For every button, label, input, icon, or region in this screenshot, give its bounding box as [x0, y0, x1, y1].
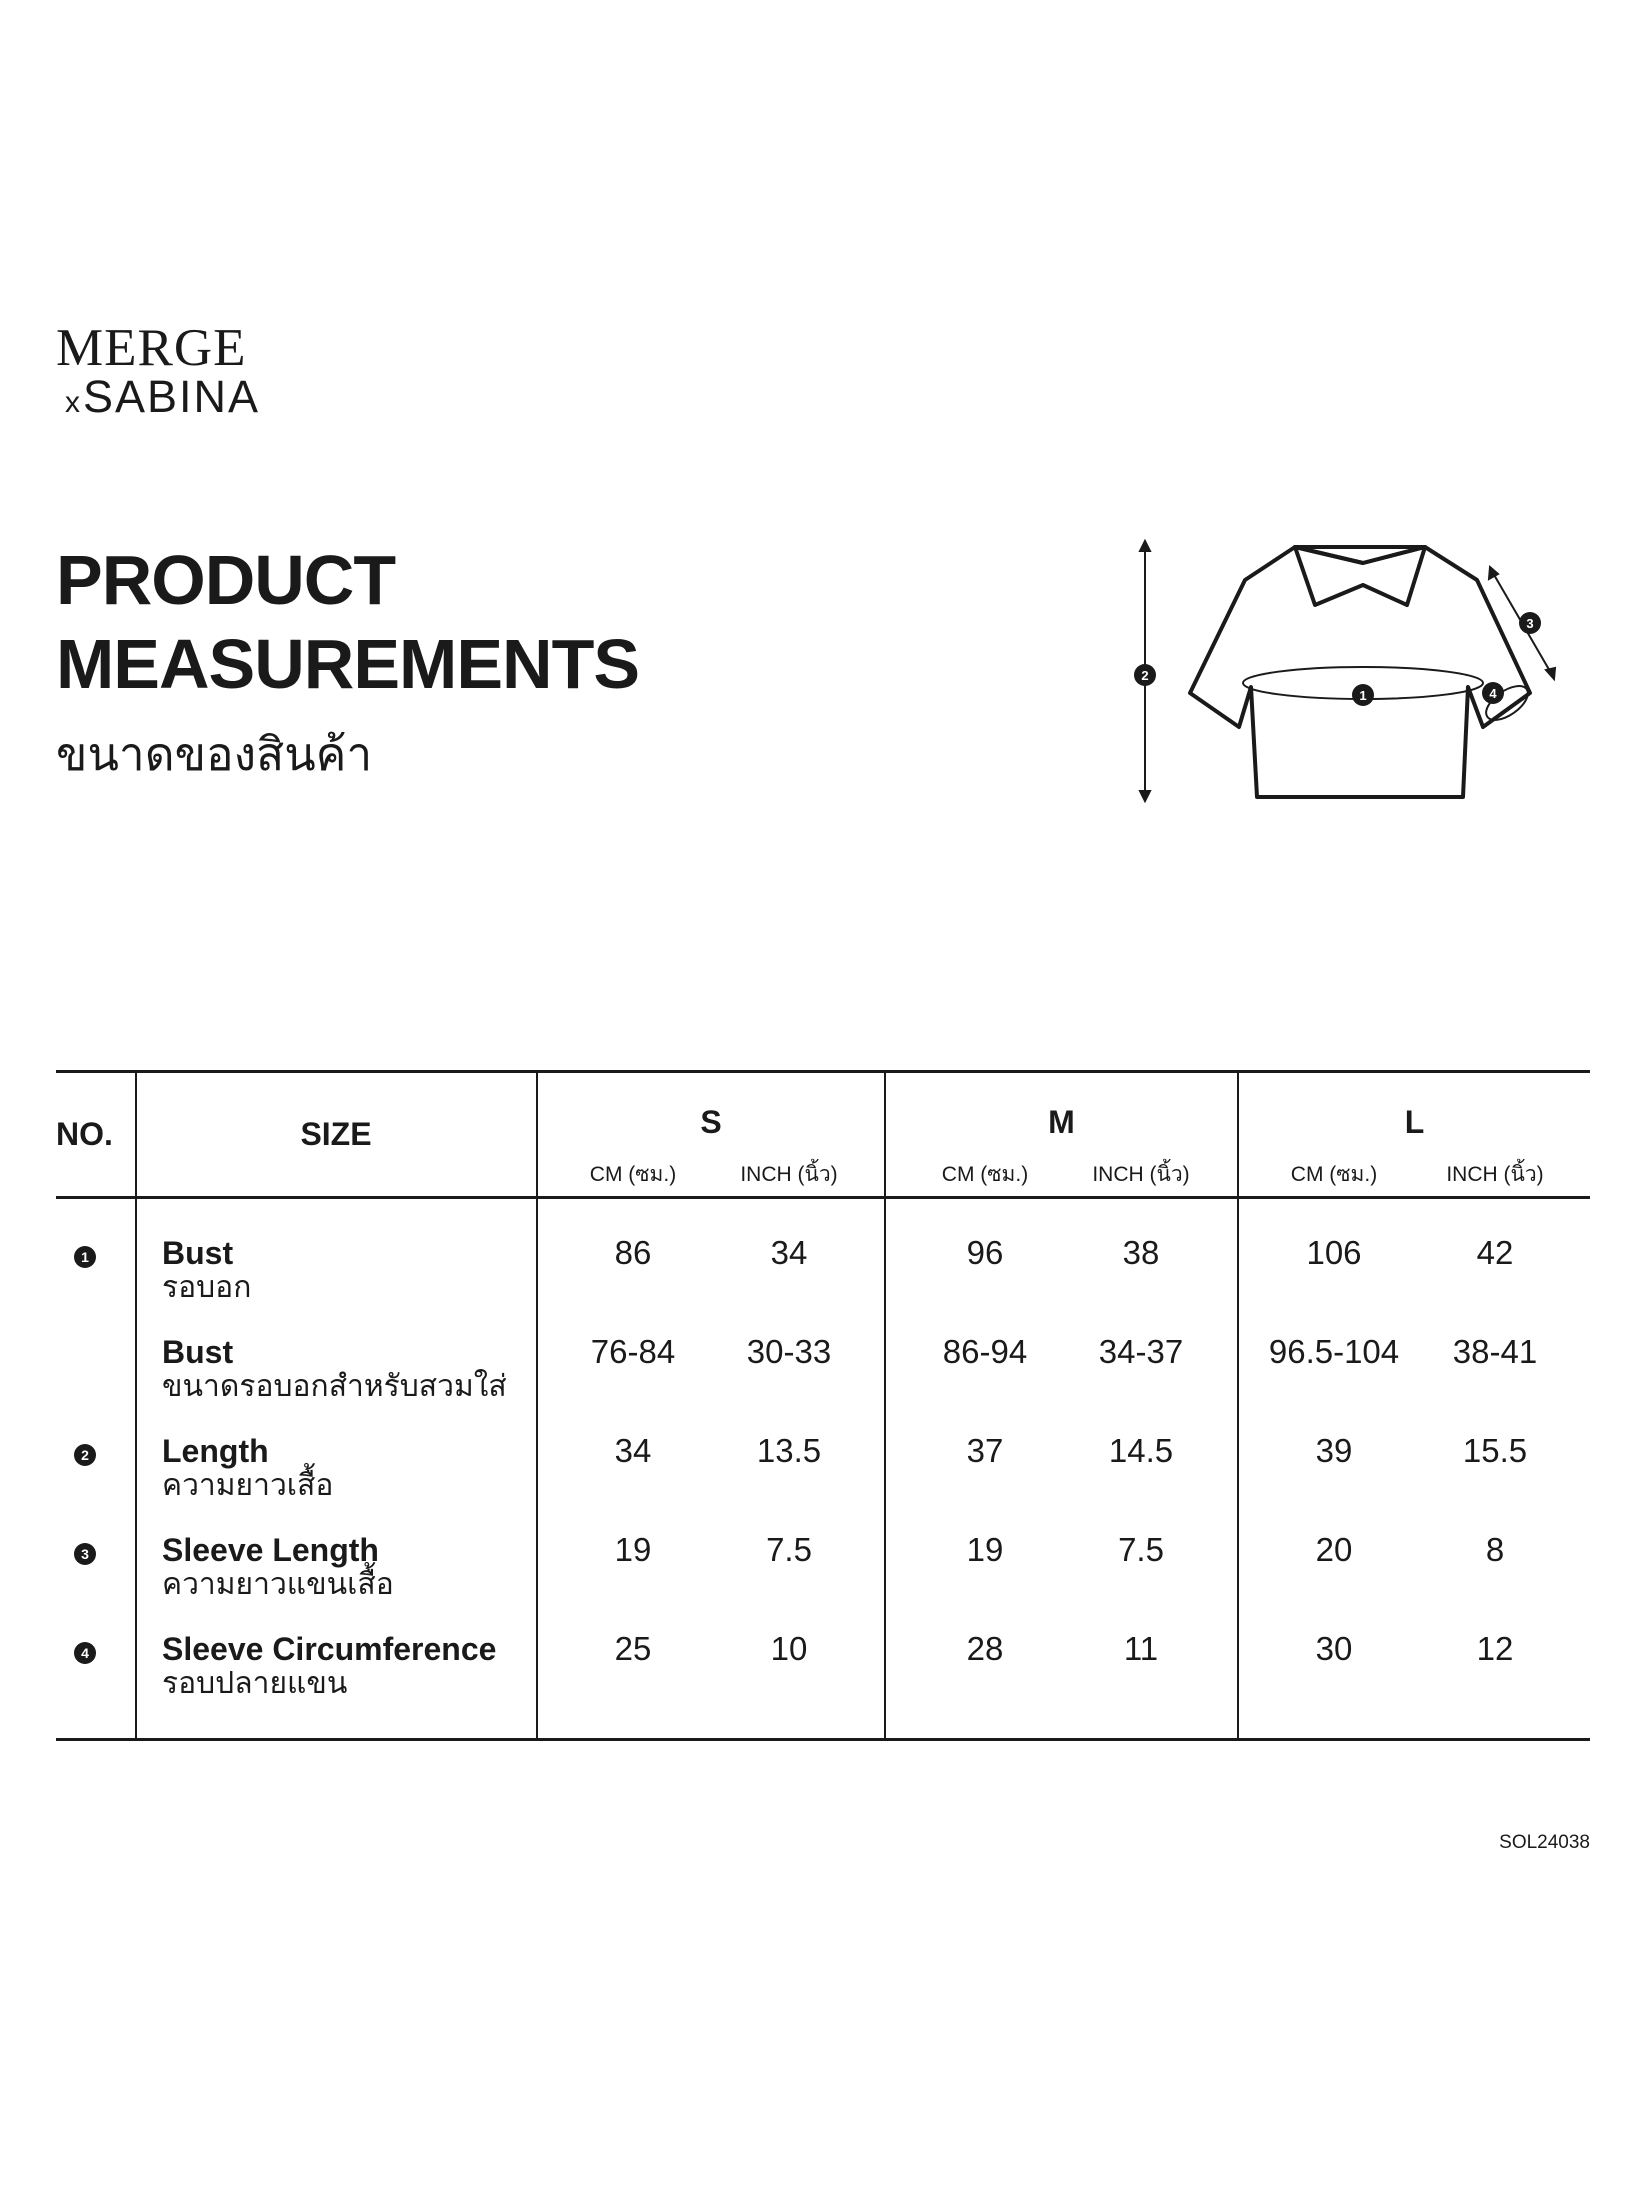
value-l-cm: 106 — [1306, 1234, 1362, 1271]
svg-text:3: 3 — [1526, 616, 1534, 631]
value-s-inch: 34 — [770, 1234, 808, 1271]
svg-text:4: 4 — [1489, 686, 1497, 701]
marker-3 — [1519, 612, 1541, 634]
table-top-rule — [56, 1070, 1590, 1073]
row-number-badge: 2 — [74, 1444, 96, 1466]
table-divider — [135, 1070, 137, 1740]
svg-text:1: 1 — [1359, 688, 1367, 703]
header-size-l: L — [1404, 1104, 1425, 1140]
table-divider — [536, 1070, 538, 1740]
row-number-badge: 4 — [74, 1642, 96, 1664]
header-unit-inch: INCH (นิ้ว) — [1446, 1163, 1544, 1186]
title-line-2: MEASUREMENTS — [56, 625, 640, 703]
marker-2 — [1134, 664, 1156, 686]
page-subtitle-thai: ขนาดของสินค้า — [56, 727, 373, 781]
value-l-inch: 8 — [1485, 1531, 1505, 1568]
marker-1 — [1352, 684, 1374, 706]
value-s-cm: 76-84 — [590, 1333, 676, 1370]
brand-sabina-row — [56, 371, 260, 423]
row-label-en: Bust — [162, 1235, 234, 1271]
header-unit-cm: CM (ซม.) — [1290, 1163, 1378, 1186]
row-label-th: รอบอก — [162, 1270, 252, 1305]
brand-merge: MERGE — [56, 319, 247, 377]
value-l-inch: 12 — [1476, 1630, 1514, 1667]
value-m-inch: 38 — [1122, 1234, 1160, 1271]
brand-sabina: SABINA — [83, 371, 261, 422]
header-size-s: S — [700, 1104, 722, 1140]
header-size-m: M — [1048, 1104, 1075, 1140]
row-number-badge: 3 — [74, 1543, 96, 1565]
value-l-cm: 20 — [1315, 1531, 1353, 1568]
value-m-inch: 14.5 — [1108, 1432, 1174, 1469]
row-label-th: ความยาวเสื้อ — [162, 1468, 334, 1503]
title-line-1: PRODUCT — [56, 541, 396, 619]
row-label-th: รอบปลายแขน — [162, 1666, 348, 1701]
row-label-en: Sleeve Circumference — [162, 1631, 497, 1667]
value-l-inch: 15.5 — [1462, 1432, 1528, 1469]
header-size: SIZE — [300, 1116, 372, 1152]
value-s-inch: 10 — [770, 1630, 808, 1667]
value-m-cm: 86-94 — [942, 1333, 1028, 1370]
brand-logo — [56, 319, 261, 423]
header-unit-inch: INCH (นิ้ว) — [1092, 1163, 1190, 1186]
value-s-inch: 13.5 — [756, 1432, 822, 1469]
value-m-cm: 19 — [966, 1531, 1004, 1568]
row-label-en: Bust — [162, 1334, 234, 1370]
brand-x: x — [65, 386, 80, 419]
value-m-cm: 37 — [966, 1432, 1004, 1469]
table-bottom-rule — [56, 1738, 1590, 1741]
value-s-inch: 7.5 — [766, 1531, 812, 1568]
row-label-en: Sleeve Length — [162, 1532, 379, 1568]
header-no: NO. — [56, 1116, 113, 1152]
value-m-inch: 7.5 — [1118, 1531, 1164, 1568]
value-l-inch: 38-41 — [1452, 1333, 1538, 1370]
table-divider — [884, 1070, 886, 1740]
value-m-cm: 28 — [966, 1630, 1004, 1667]
shirt-collar — [1295, 547, 1425, 605]
value-l-cm: 39 — [1315, 1432, 1353, 1469]
page-title — [56, 538, 639, 706]
table-divider — [1237, 1070, 1239, 1740]
row-label-th: ขนาดรอบอกสำหรับสวมใส่ — [162, 1369, 507, 1404]
value-s-inch: 30-33 — [746, 1333, 832, 1370]
row-label-th: ความยาวแขนเสื้อ — [162, 1567, 394, 1602]
header-unit-cm: CM (ซม.) — [941, 1163, 1029, 1186]
svg-text:2: 2 — [1141, 668, 1149, 683]
value-s-cm: 34 — [614, 1432, 652, 1469]
value-m-cm: 96 — [966, 1234, 1004, 1271]
value-l-inch: 42 — [1476, 1234, 1514, 1271]
value-s-cm: 86 — [614, 1234, 652, 1271]
marker-4 — [1482, 682, 1504, 704]
value-l-cm: 96.5-104 — [1268, 1333, 1400, 1370]
value-s-cm: 19 — [614, 1531, 652, 1568]
value-m-inch: 34-37 — [1098, 1333, 1184, 1370]
product-code: SOL24038 — [1499, 1832, 1590, 1853]
value-m-inch: 11 — [1123, 1630, 1159, 1667]
garment-diagram — [1125, 535, 1585, 810]
header-unit-inch: INCH (นิ้ว) — [740, 1163, 838, 1186]
row-label-en: Length — [162, 1433, 269, 1469]
header-unit-cm: CM (ซม.) — [589, 1163, 677, 1186]
row-number-badge: 1 — [74, 1246, 96, 1268]
value-s-cm: 25 — [614, 1630, 652, 1667]
table-header-rule — [56, 1196, 1590, 1199]
value-l-cm: 30 — [1315, 1630, 1353, 1667]
